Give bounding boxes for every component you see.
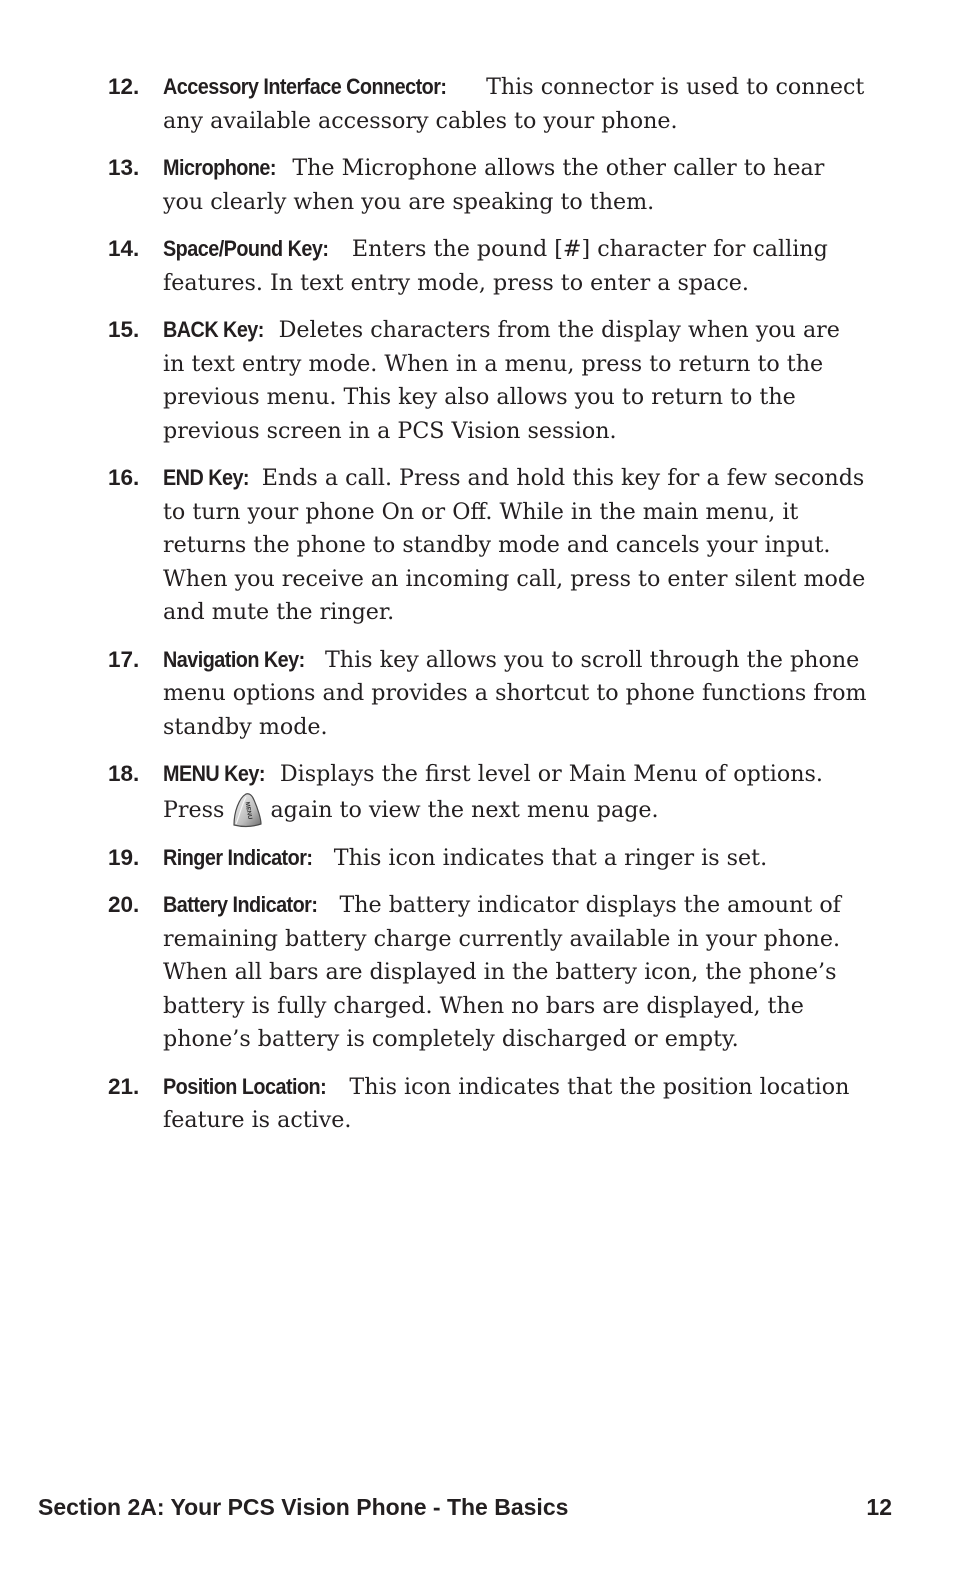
list-item	[108, 841, 868, 876]
item-text: Ends a call. Press and hold this key for a few seconds to turn your phone On or Off. While in the main menu, it returns the phone to standby mode and cancels your input. When you receive an incoming call, press to enter silent mode and mute the ringer.	[163, 465, 866, 625]
item-description	[163, 841, 868, 876]
list-item	[108, 643, 868, 745]
item-text: This key allows you to scroll through the phone menu options and provides a shortcut to phone functions from standby mode.	[163, 646, 867, 740]
item-description	[163, 643, 868, 745]
item-number: 21.	[108, 1073, 140, 1099]
item-number: 19.	[108, 844, 140, 870]
menu-key-icon	[230, 792, 264, 828]
item-number: 13.	[108, 155, 140, 180]
list-item	[108, 757, 868, 828]
item-text: Deletes characters from the display when you are in text entry mode. When in a menu, press to return to the previous menu. This key also allows you to return to the previous screen in a PCS Vision session.	[163, 317, 840, 444]
item-number: 18.	[108, 761, 140, 786]
item-term: Battery Indicator:	[163, 892, 318, 917]
item-number: 14.	[108, 236, 140, 261]
item-term: END Key:	[163, 465, 250, 490]
item-description	[163, 151, 868, 219]
item-term: MENU Key:	[163, 761, 265, 786]
item-number: 20.	[108, 892, 140, 917]
item-text: Enters the pound [#] character for calling features. In text entry mode, press to enter a space.	[163, 236, 828, 296]
item-text: The Microphone allows the other caller to hear you clearly when you are speaking to them.	[163, 155, 825, 215]
item-text-after-icon: again to view the next menu page.	[270, 796, 659, 823]
item-description	[163, 1070, 868, 1138]
list-item	[108, 232, 868, 300]
item-description	[163, 70, 868, 138]
item-term: BACK Key:	[163, 317, 264, 342]
item-term: Navigation Key:	[163, 646, 305, 672]
key-descriptions-list	[108, 70, 868, 1151]
list-item	[108, 313, 868, 448]
item-number: 12.	[108, 74, 140, 99]
page-number: 12	[866, 1494, 892, 1520]
list-item	[108, 1070, 868, 1138]
item-number: 17.	[108, 646, 140, 672]
item-term: Microphone:	[163, 155, 276, 180]
item-text-before-icon: Displays the first level or Main Menu of options. Press	[163, 761, 823, 823]
item-text: The battery indicator displays the amount of remaining battery charge currently available in your phone. When all bars are displayed in the battery icon, the phone’s battery is fully charged. When no bars are displayed, the phone’s battery is completely discharged or empty.	[163, 892, 841, 1052]
item-description	[163, 461, 868, 630]
list-item	[108, 461, 868, 630]
item-term: Ringer Indicator:	[163, 844, 313, 870]
item-description	[163, 888, 868, 1057]
item-description	[163, 757, 868, 828]
item-term: Accessory Interface Connector:	[163, 74, 447, 99]
item-text: This icon indicates that the position location feature is active.	[163, 1073, 850, 1133]
item-text: This icon indicates that a ringer is set.	[333, 844, 768, 871]
list-item	[108, 888, 868, 1057]
item-number: 15.	[108, 317, 140, 342]
page-footer	[38, 1494, 892, 1521]
item-number: 16.	[108, 465, 140, 490]
item-term: Space/Pound Key:	[163, 236, 329, 261]
menu-key-icon-label: MENU	[243, 801, 253, 820]
item-description	[163, 232, 868, 300]
item-description	[163, 313, 868, 448]
item-text: This connector is used to connect any available accessory cables to your phone.	[163, 74, 865, 134]
item-term: Position Location:	[163, 1073, 327, 1099]
list-item	[108, 151, 868, 219]
footer-section-title: Section 2A: Your PCS Vision Phone - The Basics	[38, 1494, 569, 1520]
list-item	[108, 70, 868, 138]
